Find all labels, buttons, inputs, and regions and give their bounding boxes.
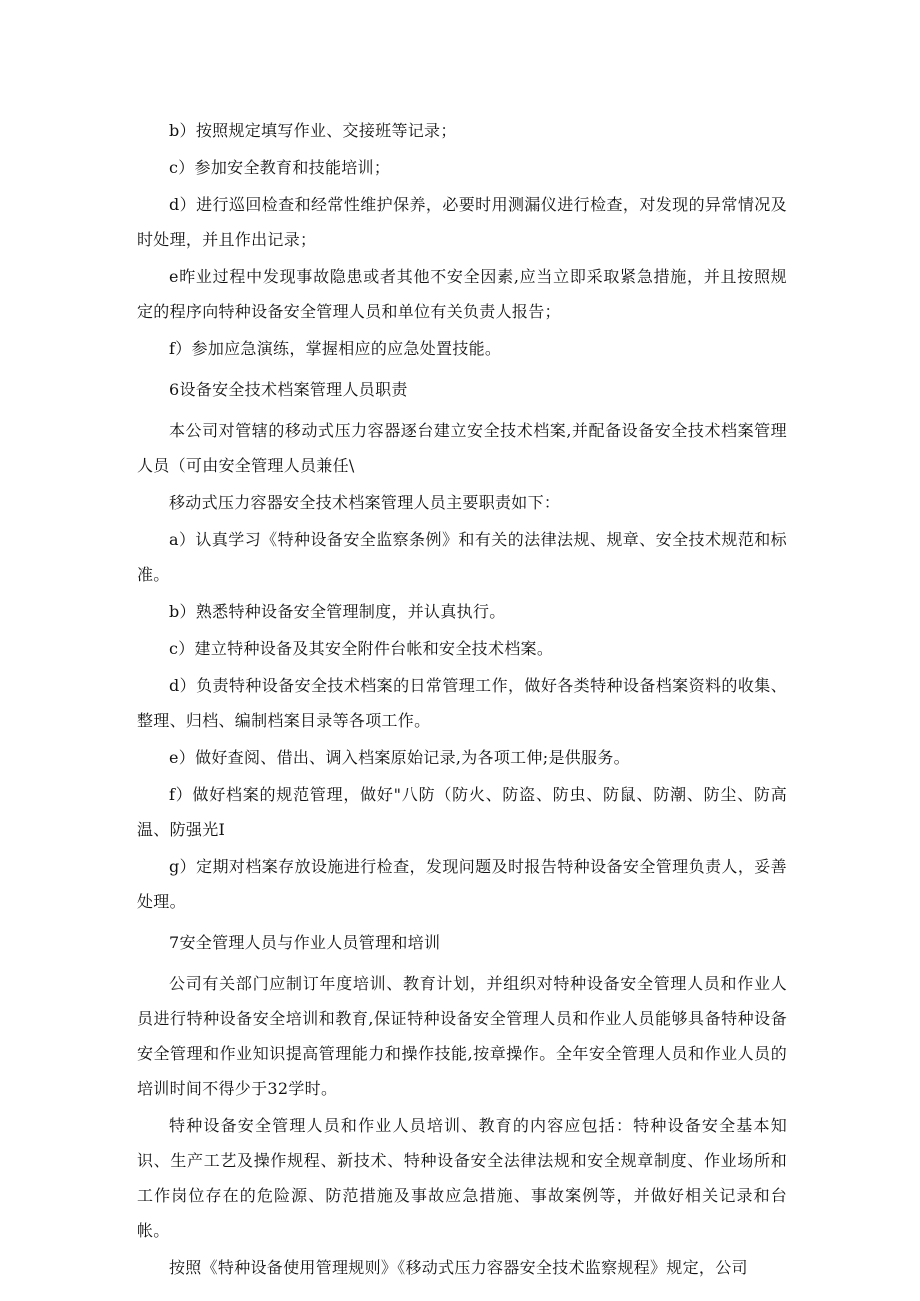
paragraph-duty-d: d）负责特种设备安全技术档案的日常管理工作，做好各类特种设备档案资料的收集、整理、归档、编制档案目录等各项工作。 (137, 676, 787, 730)
paragraph-e-hazard-report: e昨业过程中发现事故隐患或者其他不安全因素,应当立即采取紧急措施，并且按照规定的程序向特种设备安全管理人员和单位有关负责人报告； (137, 267, 787, 321)
paragraph-duty-a: a）认真学习《特种设备安全监察条例》和有关的法律法规、规章、安全技术规范和标准。 (137, 530, 787, 584)
paragraph-training-plan: 公司有关部门应制订年度培训、教育计划，并组织对特种设备安全管理人员和作业人员进行特种设备安全培训和教育,保证特种设备安全管理人员和作业人员能够具备特种设备安全管理和作业知识提高管理能力和操作技能,按章操作。全年安全管理人员和作业人员的培训时间不得少于32学时。 (137, 974, 787, 1098)
paragraph-duty-c: c）建立特种设备及其安全附件台帐和安全技术档案。 (169, 639, 554, 658)
section-heading-7: 7安全管理人员与作业人员管理和培训 (169, 933, 441, 952)
paragraph-c-training: c）参加安全教育和技能培训； (169, 158, 391, 177)
document-page (137, 113, 787, 1287)
paragraph-duty-f: f）做好档案的规范管理，做好"八防（防火、防盗、防虫、防鼠、防潮、防尘、防高温、防强光I (137, 785, 787, 839)
section-heading-6: 6设备安全技术档案管理人员职责 (169, 380, 408, 399)
paragraph-duty-g: g）定期对档案存放设施进行检查，发现问题及时报告特种设备安全管理负责人，妥善处理。 (137, 857, 787, 911)
paragraph-f-drill: f）参加应急演练，掌握相应的应急处置技能。 (169, 339, 502, 358)
paragraph-duty-b: b）熟悉特种设备安全管理制度，并认真执行。 (169, 602, 506, 621)
paragraph-duty-e: e）做好查阅、借出、调入档案原始记录,为各项工伸;是供服务。 (169, 748, 630, 767)
paragraph-b-records: b）按照规定填写作业、交接班等记录； (169, 121, 457, 140)
paragraph-d-inspection: d）进行巡回检查和经常性维护保养，必要时用测漏仪进行检查，对发现的异常情况及时处理，并且作出记录； (137, 195, 787, 249)
paragraph-regulations: 按照《特种设备使用管理规则》《移动式压力容器安全技术监察规程》规定，公司 (169, 1258, 748, 1277)
paragraph-archive-intro: 本公司对管辖的移动式压力容器逐台建立安全技术档案,并配备设备安全技术档案管理人员（可由安全管理人员兼任\ (137, 421, 787, 475)
paragraph-archive-duties-lead: 移动式压力容器安全技术档案管理人员主要职责如下： (169, 493, 561, 512)
paragraph-training-content: 特种设备安全管理人员和作业人员培训、教育的内容应包括：特种设备安全基本知识、生产工艺及操作规程、新技术、特种设备安全法律法规和安全规章制度、作业场所和工作岗位存在的危险源、防范措施及事故应急措施、事故案例等，并做好相关记录和台帐。 (137, 1116, 787, 1240)
